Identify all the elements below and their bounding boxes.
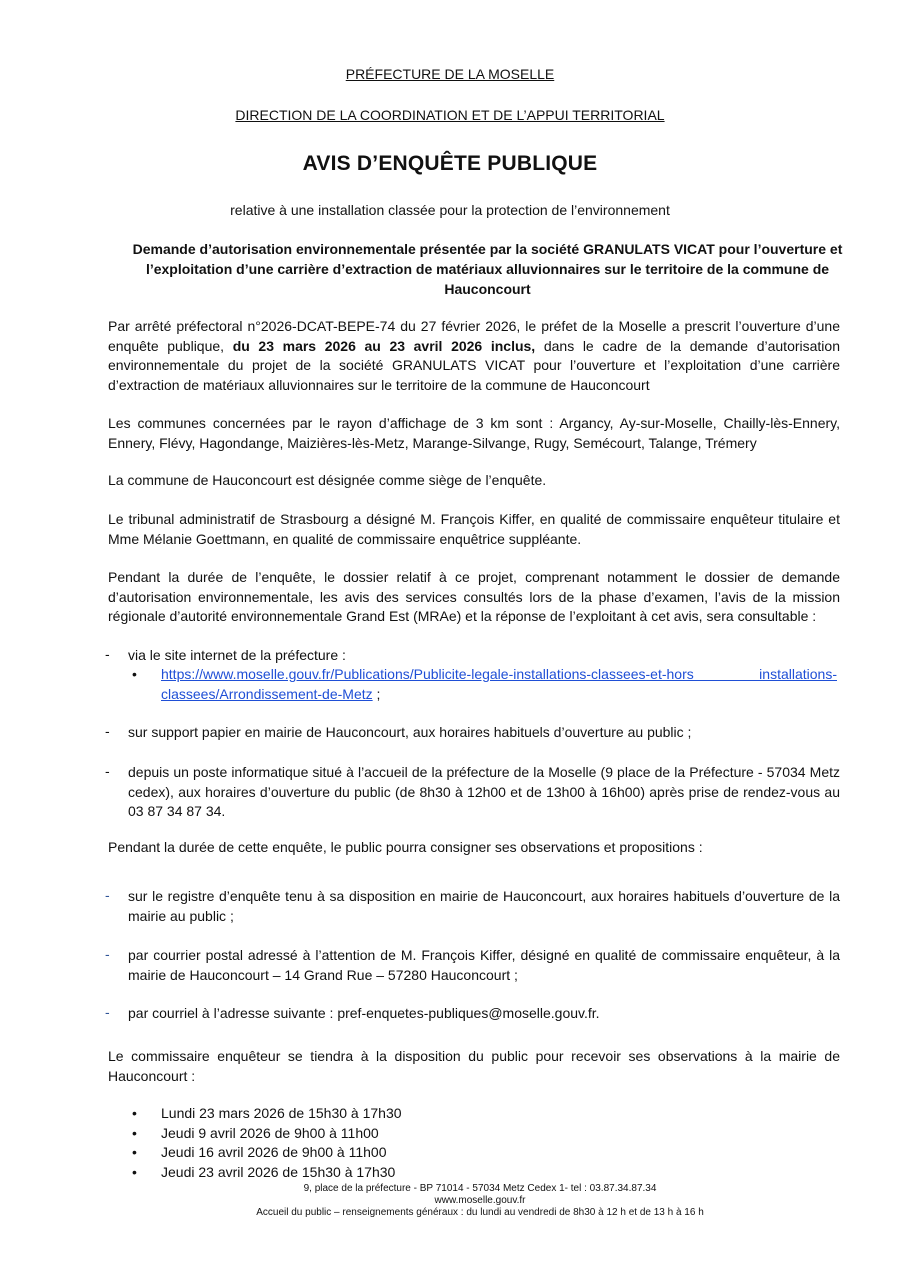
- list-dash: -: [105, 723, 110, 739]
- list-dash: -: [105, 946, 110, 962]
- observation-courriel: par courriel à l’adresse suivante : pref-enquetes-publiques@moselle.gouv.fr.: [128, 1005, 600, 1021]
- tribunal-paragraph: Le tribunal administratif de Strasbourg a désigné M. François Kiffer, en qualité de commissaire enquêteur titulaire et Mme Mélanie Goettmann, en qualité de commissaire enquêtrice suppléante.: [108, 511, 840, 547]
- prefecture-link-item: [161, 665, 837, 704]
- page-title: AVIS D’ENQUÊTE PUBLIQUE: [302, 152, 598, 175]
- consultation-poste: depuis un poste informatique situé à l’accueil de la préfecture de la Moselle (9 place de la Préfecture - 57034 Metz cedex), aux horaires d’ouverture du public (de 8h30 à 12h00 et de 13h00 à 16h00) après prise de rendez-vous au 03 87 34 87 34.: [128, 764, 840, 819]
- list-bullet: •: [132, 1125, 137, 1141]
- list-dash: -: [105, 646, 110, 662]
- permanence-item: Lundi 23 mars 2026 de 15h30 à 17h30: [161, 1105, 402, 1121]
- footer-website: www.moselle.gouv.fr: [434, 1195, 526, 1206]
- permanence-item: Jeudi 23 avril 2026 de 15h30 à 17h30: [161, 1164, 396, 1180]
- arrete-paragraph: [108, 317, 840, 395]
- arrete-text-after: dans le cadre de la demande d’autorisation environnementale du projet de la société GRANULATS VICAT pour l’ouverture et l’exploitation d’une carrière d’extraction de matériaux alluvionnaires sur le territoire de la commune de Hauconcourt: [108, 337, 840, 393]
- observation-courrier: par courrier postal adressé à l’attention de M. François Kiffer, désigné en qualité de commissaire enquêteur, à la mairie de Hauconcourt – 14 Grand Rue – 57280 Hauconcourt ;: [128, 947, 840, 983]
- consultation-papier: sur support papier en mairie de Hauconcourt, aux horaires habituels d’ouverture au public ;: [128, 724, 692, 740]
- page-subtitle: relative à une installation classée pour la protection de l’environnement: [230, 202, 670, 218]
- duree-paragraph: Pendant la durée de l’enquête, le dossier relatif à ce projet, comprenant notamment le dossier de demande d’autorisation environnementale, les avis des services consultés lors de la phase d’examen, l’avis de la mission régionale d’autorité environnementale Grand Est (MRAe) et la réponse de l’exploitant à cet avis, sera consultable :: [108, 569, 840, 624]
- arrete-dates: du 23 mars 2026 au 23 avril 2026 inclus,: [232, 337, 536, 354]
- list-bullet: •: [132, 666, 137, 682]
- siege-paragraph: La commune de Hauconcourt est désignée comme siège de l’enquête.: [108, 472, 547, 488]
- direction-header: DIRECTION DE LA COORDINATION ET DE L’APPUI TERRITORIAL: [235, 107, 665, 123]
- list-bullet: •: [132, 1105, 137, 1121]
- prefecture-link[interactable]: https://www.moselle.gouv.fr/Publications/Publicite-legale-installations-classees-et-hors installations-classees/Arrondissement-de-Metz: [161, 666, 837, 702]
- communes-paragraph: Les communes concernées par le rayon d’affichage de 3 km sont : Argancy, Ay-sur-Moselle, Chailly-lès-Ennery, Ennery, Flévy, Hagondange, Maizières-lès-Metz, Marange-Silvange, Rugy, Semécourt, Talange, Trémery: [108, 415, 840, 451]
- list-dash: -: [105, 1004, 110, 1020]
- list-bullet: •: [132, 1144, 137, 1160]
- arrete-text-before: Par arrêté préfectoral n°2026-DCAT-BEPE-74 du 27 février 2026, le préfet de la Moselle a prescrit l’ouverture d’une enquête publique,: [108, 318, 840, 354]
- commissaire-paragraph: Le commissaire enquêteur se tiendra à la disposition du public pour recevoir ses observations à la mairie de Hauconcourt :: [108, 1048, 840, 1084]
- list-bullet: •: [132, 1164, 137, 1180]
- permanence-item: Jeudi 16 avril 2026 de 9h00 à 11h00: [161, 1144, 387, 1160]
- list-dash: -: [105, 887, 110, 903]
- footer-hours: Accueil du public – renseignements généraux : du lundi au vendredi de 8h30 à 12 h et de 13 h à 16 h: [256, 1207, 704, 1218]
- prefecture-header: PRÉFECTURE DE LA MOSELLE: [345, 66, 555, 82]
- list-dash: -: [105, 763, 110, 779]
- permanence-item: Jeudi 9 avril 2026 de 9h00 à 11h00: [161, 1125, 379, 1141]
- consultation-internet: via le site internet de la préfecture :: [128, 647, 346, 663]
- observation-registre: sur le registre d’enquête tenu à sa disposition en mairie de Hauconcourt, aux horaires habituels d’ouverture de la mairie au public ;: [128, 888, 840, 924]
- footer-address: 9, place de la préfecture - BP 71014 - 57034 Metz Cedex 1- tel : 03.87.34.87.34: [303, 1183, 657, 1194]
- link-suffix: ;: [372, 685, 381, 702]
- public-intro: Pendant la durée de cette enquête, le public pourra consigner ses observations et propositions :: [108, 839, 703, 855]
- demande-summary: Demande d’autorisation environnementale présentée par la société GRANULATS VICAT pour l’ouverture et l’exploitation d’une carrière d’extraction de matériaux alluvionnaires sur le territoire de la commune de Hauconcourt: [132, 241, 843, 297]
